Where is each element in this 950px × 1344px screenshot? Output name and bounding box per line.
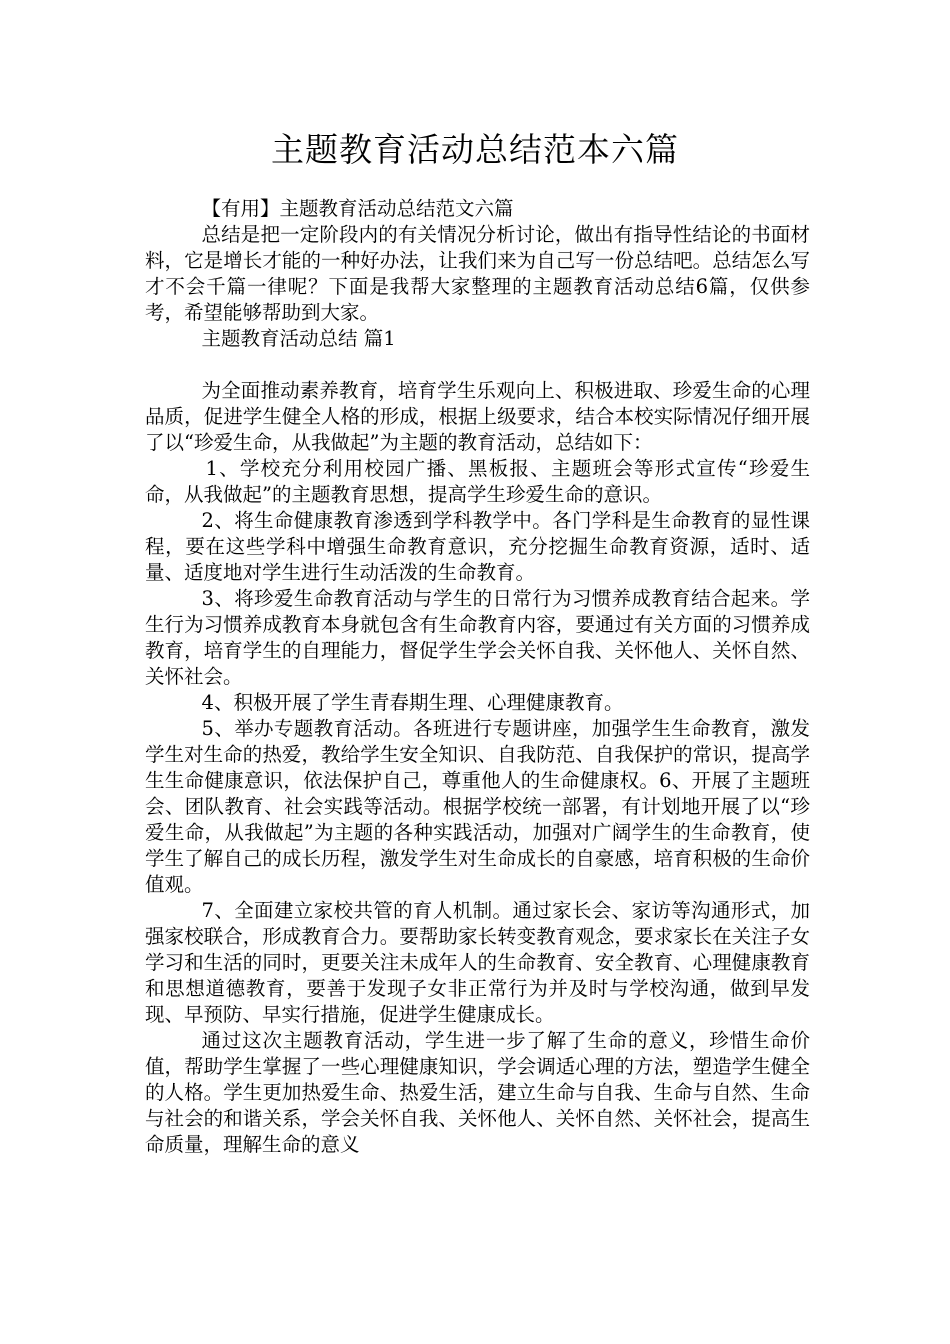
document-body (145, 196, 810, 1158)
section-heading-1: 主题教育活动总结 篇1 (201, 327, 396, 350)
blank-line (145, 352, 810, 378)
paragraph-conclusion: 通过这次主题教育活动，学生进一步了解了生命的意义，珍惜生命价值，帮助学生掌握了一些心理健康知识，学会调适心理的方法，塑造学生健全的人格。学生更加热爱生命、热爱生活，建立生命与自我、生命与自然、生命与社会的和谐关系，学会关怀自我、关怀他人、关怀自然、关怀社会，提高生命质量，理解生命的意义 (145, 1029, 810, 1156)
paragraph-intro: 总结是把一定阶段内的有关情况分析讨论，做出有指导性结论的书面材料，它是增长才能的一种好办法，让我们来为自己写一份总结吧。总结怎么写才不会千篇一律呢？下面是我帮大家整理的主题教育活动总结6篇，仅供参考，希望能够帮助到大家。 (145, 223, 810, 324)
paragraph-item-7: 7、全面建立家校共管的育人机制。通过家长会、家访等沟通形式，加强家校联合，形成教育合力。要帮助家长转变教育观念，要求家长在关注子女学习和生活的同时，更要关注未成年人的生命教育、安全教育、心理健康教育和思想道德教育，要善于发现子女非正常行为并及时与学校沟通，做到早发现、早预防、早实行措施，促进学生健康成长。 (145, 899, 810, 1026)
paragraph-item-2: 2、将生命健康教育渗透到学科教学中。各门学科是生命教育的显性课程，要在这些学科中增强生命教育意识，充分挖掘生命教育资源，适时、适量、适度地对学生进行生动活泼的生命教育。 (145, 509, 810, 584)
paragraph-intro-heading: 【有用】主题教育活动总结范文六篇 (201, 197, 514, 220)
paragraph-item-3: 3、将珍爱生命教育活动与学生的日常行为习惯养成教育结合起来。学生行为习惯养成教育本身就包含有生命教育内容，要通过有关方面的习惯养成教育，培育学生的自理能力，督促学生学会关怀自我、关怀他人、关怀自然、关怀社会。 (145, 587, 810, 688)
paragraph-overview: 为全面推动素养教育，培育学生乐观向上、积极进取、珍爱生命的心理品质，促进学生健全人格的形成，根据上级要求，结合本校实际情况仔细开展了以“珍爱生命，从我做起”为主题的教育活动，总结如下： (145, 379, 810, 454)
paragraph-item-1: 1、学校充分利用校园广播、黑板报、主题班会等形式宣传“珍爱生命，从我做起”的主题教育思想，提高学生珍爱生命的意识。 (145, 457, 810, 506)
paragraph-item-4: 4、积极开展了学生青春期生理、心理健康教育。 (201, 691, 624, 714)
paragraph-item-5-6: 5、举办专题教育活动。各班进行专题讲座，加强学生生命教育，激发学生对生命的热爱，教给学生安全知识、自我防范、自我保护的常识，提高学生生命健康意识，依法保护自己，尊重他人的生命健康权。6、开展了主题班会、团队教育、社会实践等活动。根据学校统一部署，有计划地开展了以“珍爱生命，从我做起”为主题的各种实践活动，加强对广阔学生的生命教育，使学生了解自己的成长历程，激发学生对生命成长的自豪感，培育积极的生命价值观。 (145, 717, 810, 896)
document-title: 主题教育活动总结范本六篇 (271, 130, 679, 169)
